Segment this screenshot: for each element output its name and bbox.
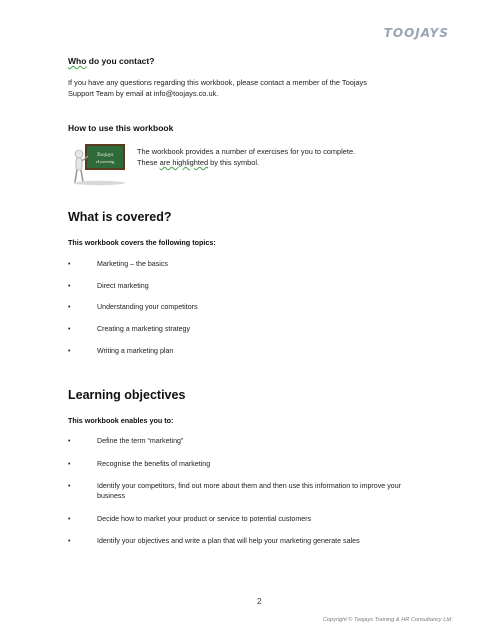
list-item-text: Recognise the benefits of marketing: [97, 460, 211, 468]
bullet-icon: •: [68, 282, 71, 290]
list-item-text: Understanding your competitors: [97, 303, 198, 311]
list-item-text: Decide how to market your product or service to potential customers: [97, 515, 312, 523]
copyright-notice: Copyright © Toojays Training & HR Consultancy Ltd: [322, 617, 451, 623]
contact-line-1: If you have any questions regarding this workbook, please contact a member of the Toojays: [68, 78, 367, 87]
bullet-icon: •: [68, 437, 71, 445]
list-item-text: Creating a marketing strategy: [97, 325, 191, 333]
page-number: 2: [257, 597, 262, 606]
list-item-text: Identify your objectives and write a plan that will help your marketing generate sales: [97, 537, 360, 545]
how-to-use-line-1: The workbook provides a number of exercises for you to complete.: [137, 147, 356, 156]
icon-board-text: Toojays: [96, 152, 114, 158]
how-to-use-line-2-a: These: [137, 158, 160, 167]
contact-paragraph: [68, 77, 428, 99]
covered-intro: This workbook covers the following topics:: [68, 238, 216, 247]
covered-heading: What is covered?: [68, 210, 172, 224]
how-to-use-paragraph: [137, 146, 437, 168]
list-item-text: Define the term “marketing”: [97, 437, 184, 445]
brand-logo-text: TOOJAYS: [383, 26, 449, 40]
how-to-use-heading: How to use this workbook: [68, 123, 174, 133]
objectives-heading: Learning objectives: [68, 388, 186, 402]
list-item-text: Marketing – the basics: [97, 260, 168, 268]
contact-heading-flagged-word: Who: [68, 56, 87, 66]
list-item-text: Identify your competitors, find out more about them and then use this information to improve your business: [97, 482, 402, 500]
svg-text:eLearning: eLearning: [95, 159, 115, 164]
exercise-symbol-icon: [71, 142, 127, 186]
bullet-icon: •: [68, 260, 71, 268]
bullet-icon: •: [68, 482, 71, 490]
bullet-icon: •: [68, 537, 71, 545]
list-item-text: Direct marketing: [97, 282, 149, 290]
bullet-icon: •: [68, 347, 71, 355]
bullet-icon: •: [68, 303, 71, 311]
bullet-icon: •: [68, 460, 71, 468]
how-to-use-flagged-phrase: are highlighted: [159, 158, 209, 167]
how-to-use-line-2: [137, 157, 437, 168]
contact-heading: [68, 56, 154, 66]
how-to-use-line-2-b: by this symbol.: [208, 158, 260, 167]
objectives-intro: This workbook enables you to:: [68, 416, 174, 425]
list-item-text: Writing a marketing plan: [97, 347, 174, 355]
bullet-icon: •: [68, 515, 71, 523]
contact-line-2: Support Team by email at info@toojays.co.uk.: [68, 89, 219, 98]
contact-heading-rest: do you contact?: [86, 56, 155, 66]
bullet-icon: •: [68, 325, 71, 333]
